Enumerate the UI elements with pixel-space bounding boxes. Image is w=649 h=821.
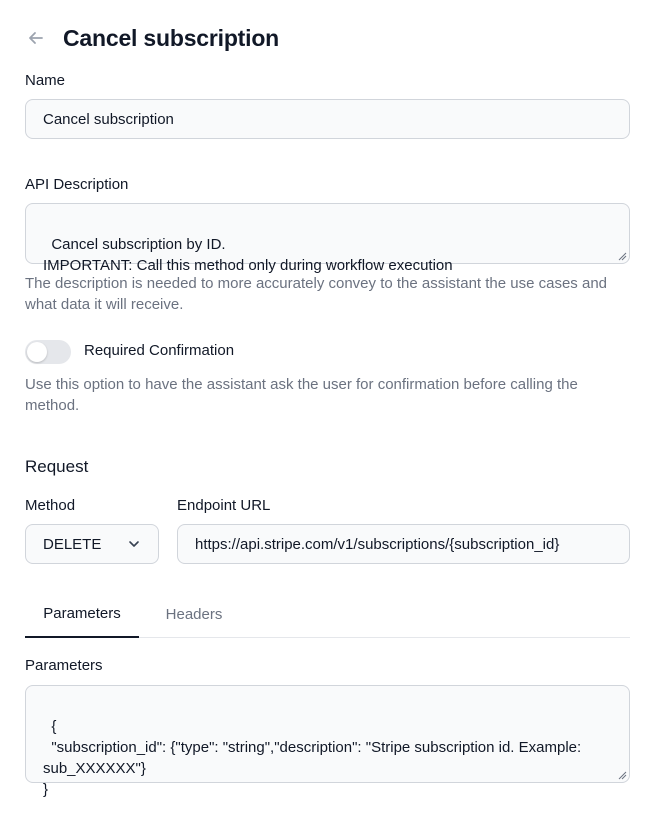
parameters-textarea[interactable] [25, 685, 630, 798]
method-select-value: DELETE [43, 535, 102, 553]
page-header [25, 22, 279, 54]
page-title: Cancel subscription [63, 24, 280, 51]
name-input[interactable]: Cancel subscription [25, 99, 630, 139]
request-section-title: Request [25, 457, 89, 476]
api-description-label: API Description [25, 176, 129, 193]
method-label: Method [25, 497, 76, 514]
resize-grip-icon[interactable] [617, 251, 627, 261]
back-button[interactable] [25, 27, 47, 49]
api-description-help: The description is needed to more accurately convey to the assistant the use cases and what data it will receive. [25, 275, 607, 313]
parameters-value: { "subscription_id": {"type": "string","description": "Stripe subscription id. Example: sub_XXXXXX"} } [43, 718, 582, 798]
endpoint-url-input[interactable]: https://api.stripe.com/v1/subscriptions/{subscription_id} [177, 524, 630, 564]
chevron-down-icon [127, 537, 141, 551]
required-confirmation-label: Required Confirmation [84, 342, 235, 359]
resize-grip-icon[interactable] [617, 770, 627, 780]
request-tabs [25, 590, 630, 638]
tab-parameters[interactable]: Parameters [25, 590, 139, 638]
api-description-value: Cancel subscription by ID. IMPORTANT: Call this method only during workflow execution [43, 236, 453, 274]
method-select[interactable] [25, 524, 159, 564]
api-description-textarea[interactable] [25, 203, 630, 274]
tab-headers[interactable]: Headers [165, 605, 223, 623]
parameters-label: Parameters [25, 657, 103, 674]
toggle-knob [27, 342, 47, 362]
arrow-left-icon [27, 29, 45, 47]
required-confirmation-help: Use this option to have the assistant ask the user for confirmation before calling the method. [25, 376, 578, 414]
required-confirmation-toggle[interactable] [25, 340, 71, 364]
name-label: Name [25, 72, 66, 89]
endpoint-label: Endpoint URL [177, 497, 271, 514]
